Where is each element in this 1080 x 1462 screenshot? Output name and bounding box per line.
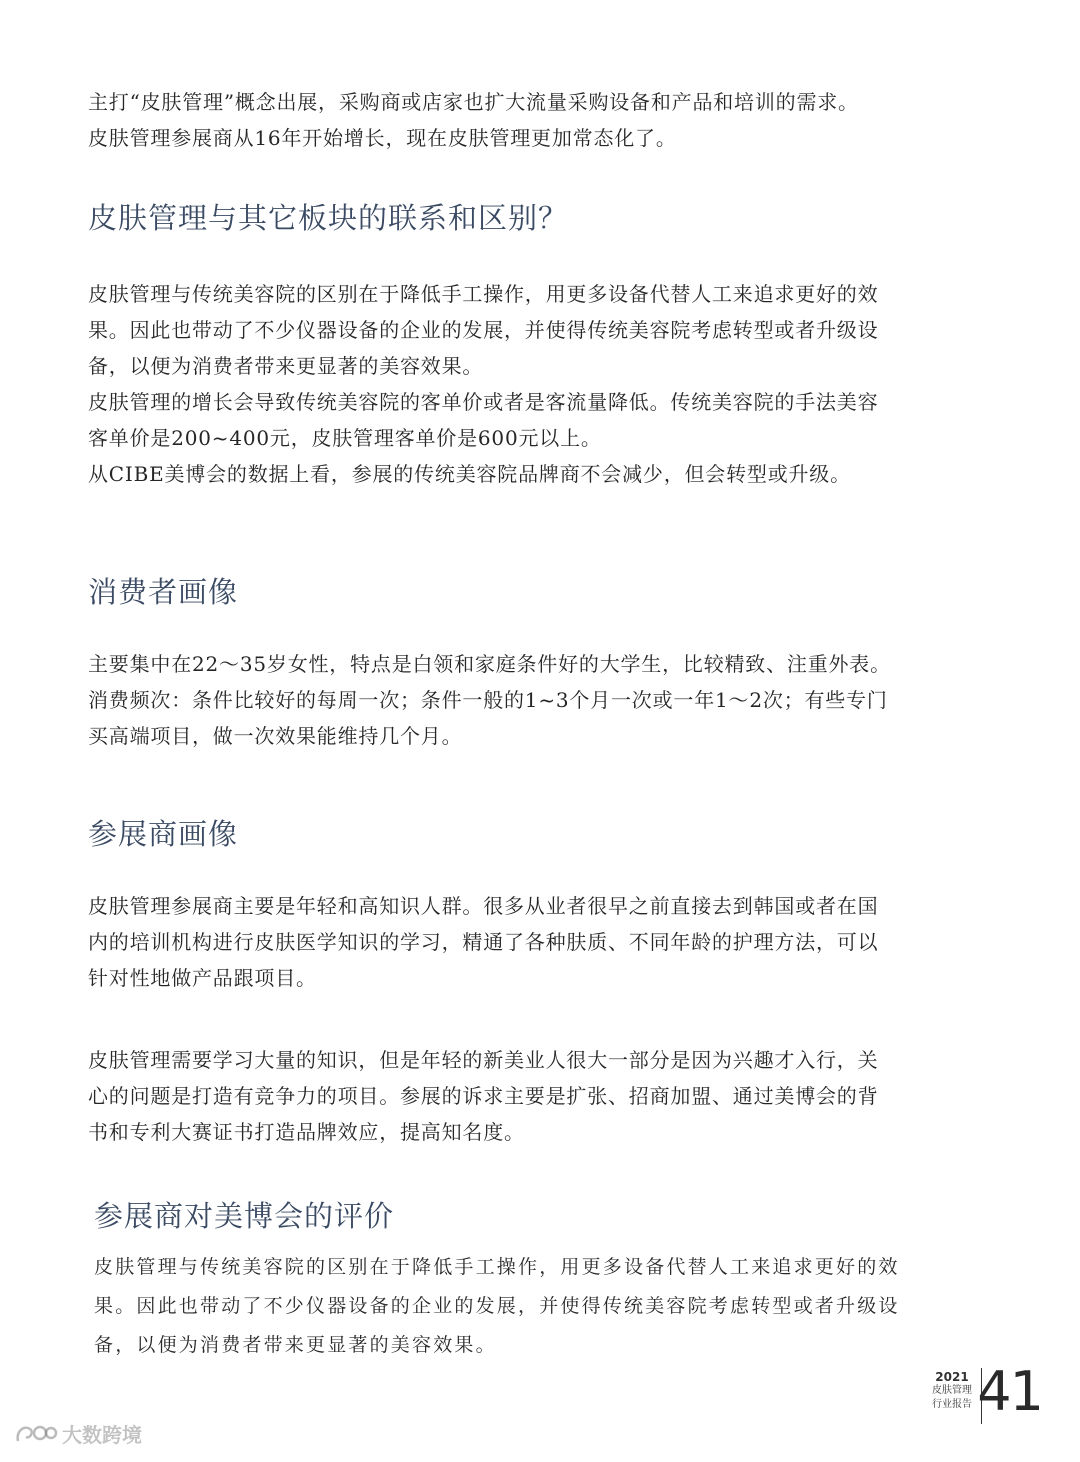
text-line: 书和专利大赛证书打造品牌效应，提高知名度。 — [88, 1120, 525, 1144]
text-line: 买高端项目，做一次效果能维持几个月。 — [88, 724, 463, 748]
text-line: 皮肤管理的增长会导致传统美容院的客单价或者是客流量降低。传统美容院的手法美容 — [88, 390, 879, 414]
section-title-consumer: 消费者画像 — [88, 575, 239, 609]
watermark — [14, 1419, 142, 1448]
text-line: 果。因此也带动了不少仪器设备的企业的发展，并使得传统美容院考虑转型或者升级设 — [88, 318, 879, 342]
evaluation-paragraph — [94, 1248, 999, 1365]
text-line: 皮肤管理与传统美容院的区别在于降低手工操作，用更多设备代替人工来追求更好的效 — [88, 282, 879, 306]
page-number: 41 — [977, 1360, 1042, 1423]
section-title-relation: 皮肤管理与其它板块的联系和区别？ — [88, 201, 569, 235]
text-line: 针对性地做产品跟项目。 — [88, 966, 317, 990]
report-year: 2021 — [935, 1370, 969, 1384]
exhibitor-paragraph-1 — [88, 888, 993, 996]
consumer-paragraph — [88, 646, 993, 754]
text-line: 消费频次：条件比较好的每周一次；条件一般的1~3个月一次或一年1～2次；有些专门 — [88, 688, 888, 712]
text-line: 备，以便为消费者带来更显著的美容效果。 — [88, 354, 484, 378]
text-line: 心的问题是打造有竞争力的项目。参展的诉求主要是扩张、招商加盟、通过美博会的背 — [88, 1084, 879, 1108]
section-title-evaluation: 参展商对美博会的评价 — [94, 1199, 395, 1233]
exhibitor-paragraph-2 — [88, 1042, 993, 1150]
text-line: 果。因此也带动了不少仪器设备的企业的发展，并使得传统美容院考虑转型或者升级设 — [94, 1295, 900, 1317]
report-meta — [932, 1370, 972, 1412]
text-line: 皮肤管理需要学习大量的知识，但是年轻的新美业人很大一部分是因为兴趣才入行，关 — [88, 1048, 879, 1072]
page-footer — [912, 1360, 1042, 1426]
report-title-line1: 皮肤管理 — [932, 1385, 972, 1396]
text-line: 从CIBE美博会的数据上看，参展的传统美容院品牌商不会减少，但会转型或升级。 — [88, 462, 851, 486]
relation-paragraph — [88, 276, 993, 492]
intro-paragraph — [88, 84, 993, 156]
section-title-exhibitor: 参展商画像 — [88, 817, 239, 851]
text-line: 备，以便为消费者带来更显著的美容效果。 — [94, 1334, 497, 1356]
text-line: 客单价是200~400元，皮肤管理客单价是600元以上。 — [88, 426, 602, 450]
text-line: 主打“皮肤管理”概念出展，采购商或店家也扩大流量采购设备和产品和培训的需求。 — [88, 90, 859, 114]
text-line: 皮肤管理参展商主要是年轻和高知识人群。很多从业者很早之前直接去到韩国或者在国 — [88, 894, 879, 918]
text-line: 皮肤管理参展商从16年开始增长，现在皮肤管理更加常态化了。 — [88, 126, 677, 150]
report-title-line2: 行业报告 — [932, 1399, 972, 1410]
logo-icon — [14, 1421, 58, 1447]
text-line: 皮肤管理与传统美容院的区别在于降低手工操作，用更多设备代替人工来追求更好的效 — [94, 1256, 900, 1278]
text-line: 主要集中在22～35岁女性，特点是白领和家庭条件好的大学生，比较精致、注重外表。 — [88, 652, 891, 676]
watermark-text: 大数跨境 — [62, 1423, 142, 1447]
text-line: 内的培训机构进行皮肤医学知识的学习，精通了各种肤质、不同年龄的护理方法，可以 — [88, 930, 879, 954]
